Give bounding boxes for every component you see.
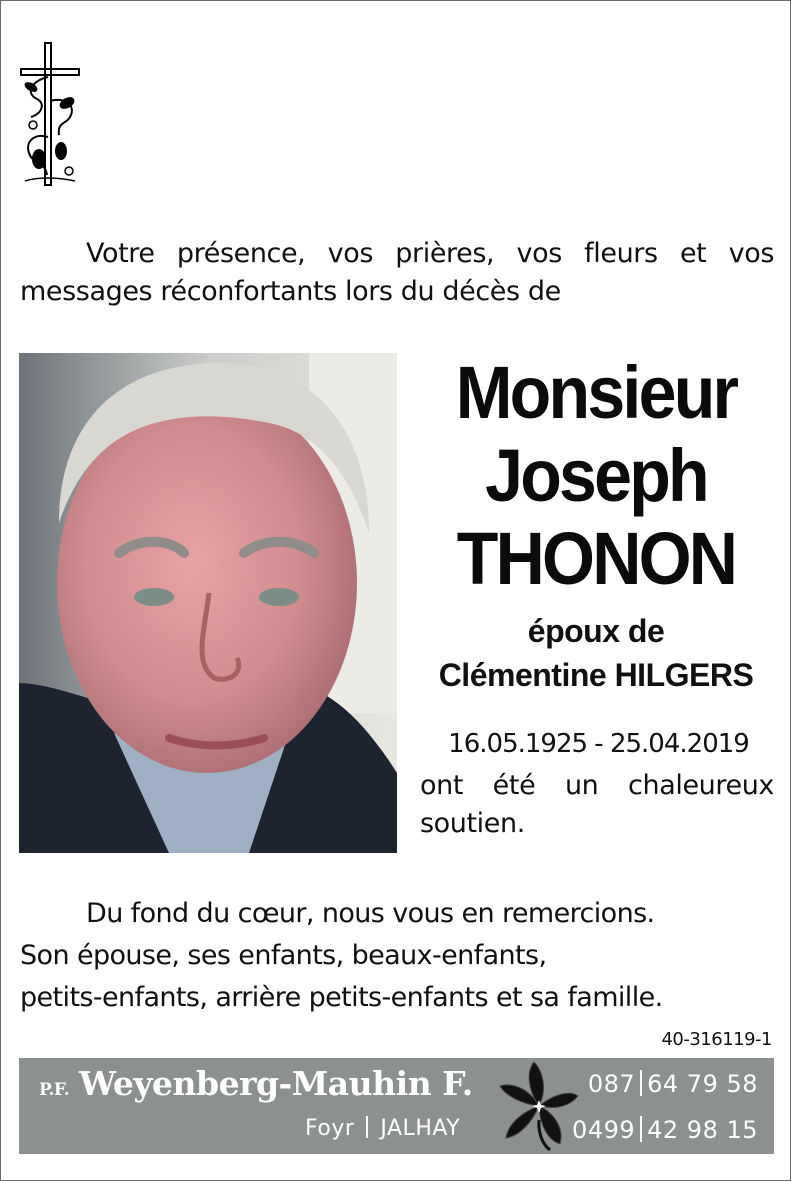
flower-logo-icon: [498, 1060, 580, 1152]
separator: [366, 1116, 368, 1138]
portrait-photo: [19, 353, 397, 853]
intro-line-2: messages réconfortants lors du décès de: [20, 276, 561, 307]
separator: [640, 1116, 642, 1142]
reference-number: 40-316119-1: [661, 1029, 772, 1050]
phone1-prefix: 087: [587, 1070, 636, 1098]
funeral-home-banner: [19, 1058, 774, 1154]
support-text: [420, 767, 774, 843]
separator: [640, 1070, 642, 1096]
spouse-info: [411, 609, 781, 697]
locality-a: Foyr: [305, 1116, 355, 1141]
phone-number-2[interactable]: [572, 1116, 758, 1144]
closing-line-2: Son épouse, ses enfants, beaux-enfants,: [20, 940, 547, 971]
spouse-line-1: époux de: [527, 613, 665, 649]
name-title: Monsieur: [455, 351, 737, 434]
cross-with-flowers-icon: [17, 41, 83, 187]
support-line-2: soutien.: [420, 808, 525, 839]
phone2-prefix: 0499: [572, 1116, 636, 1144]
phone-number-1[interactable]: [588, 1070, 758, 1098]
spouse-line-2: Clémentine HILGERS: [438, 657, 754, 693]
life-dates: 16.05.1925 - 25.04.2019: [448, 729, 749, 759]
locality-b: JALHAY: [380, 1116, 461, 1141]
company-prefix: P.F.: [39, 1080, 70, 1100]
name-first: Joseph: [485, 434, 707, 517]
company-name: Weyenberg-Mauhin F.: [79, 1064, 473, 1103]
closing-line-3: petits-enfants, arrière petits-enfants et sa famille.: [20, 982, 663, 1013]
intro-line-1: Votre présence, vos prières, vos fleurs et vos: [86, 238, 774, 269]
phone2-number: 42 98 15: [647, 1116, 758, 1144]
company-locality: [305, 1116, 460, 1141]
deceased-name: [411, 351, 781, 600]
closing-line-1: Du fond du cœur, nous vous en remercions.: [86, 898, 655, 929]
intro-paragraph: [20, 235, 774, 311]
support-line-1: ont été un chaleureux: [420, 770, 774, 801]
closing-paragraph: [20, 893, 780, 1019]
name-last: THONON: [456, 517, 736, 600]
phone1-number: 64 79 58: [647, 1070, 758, 1098]
